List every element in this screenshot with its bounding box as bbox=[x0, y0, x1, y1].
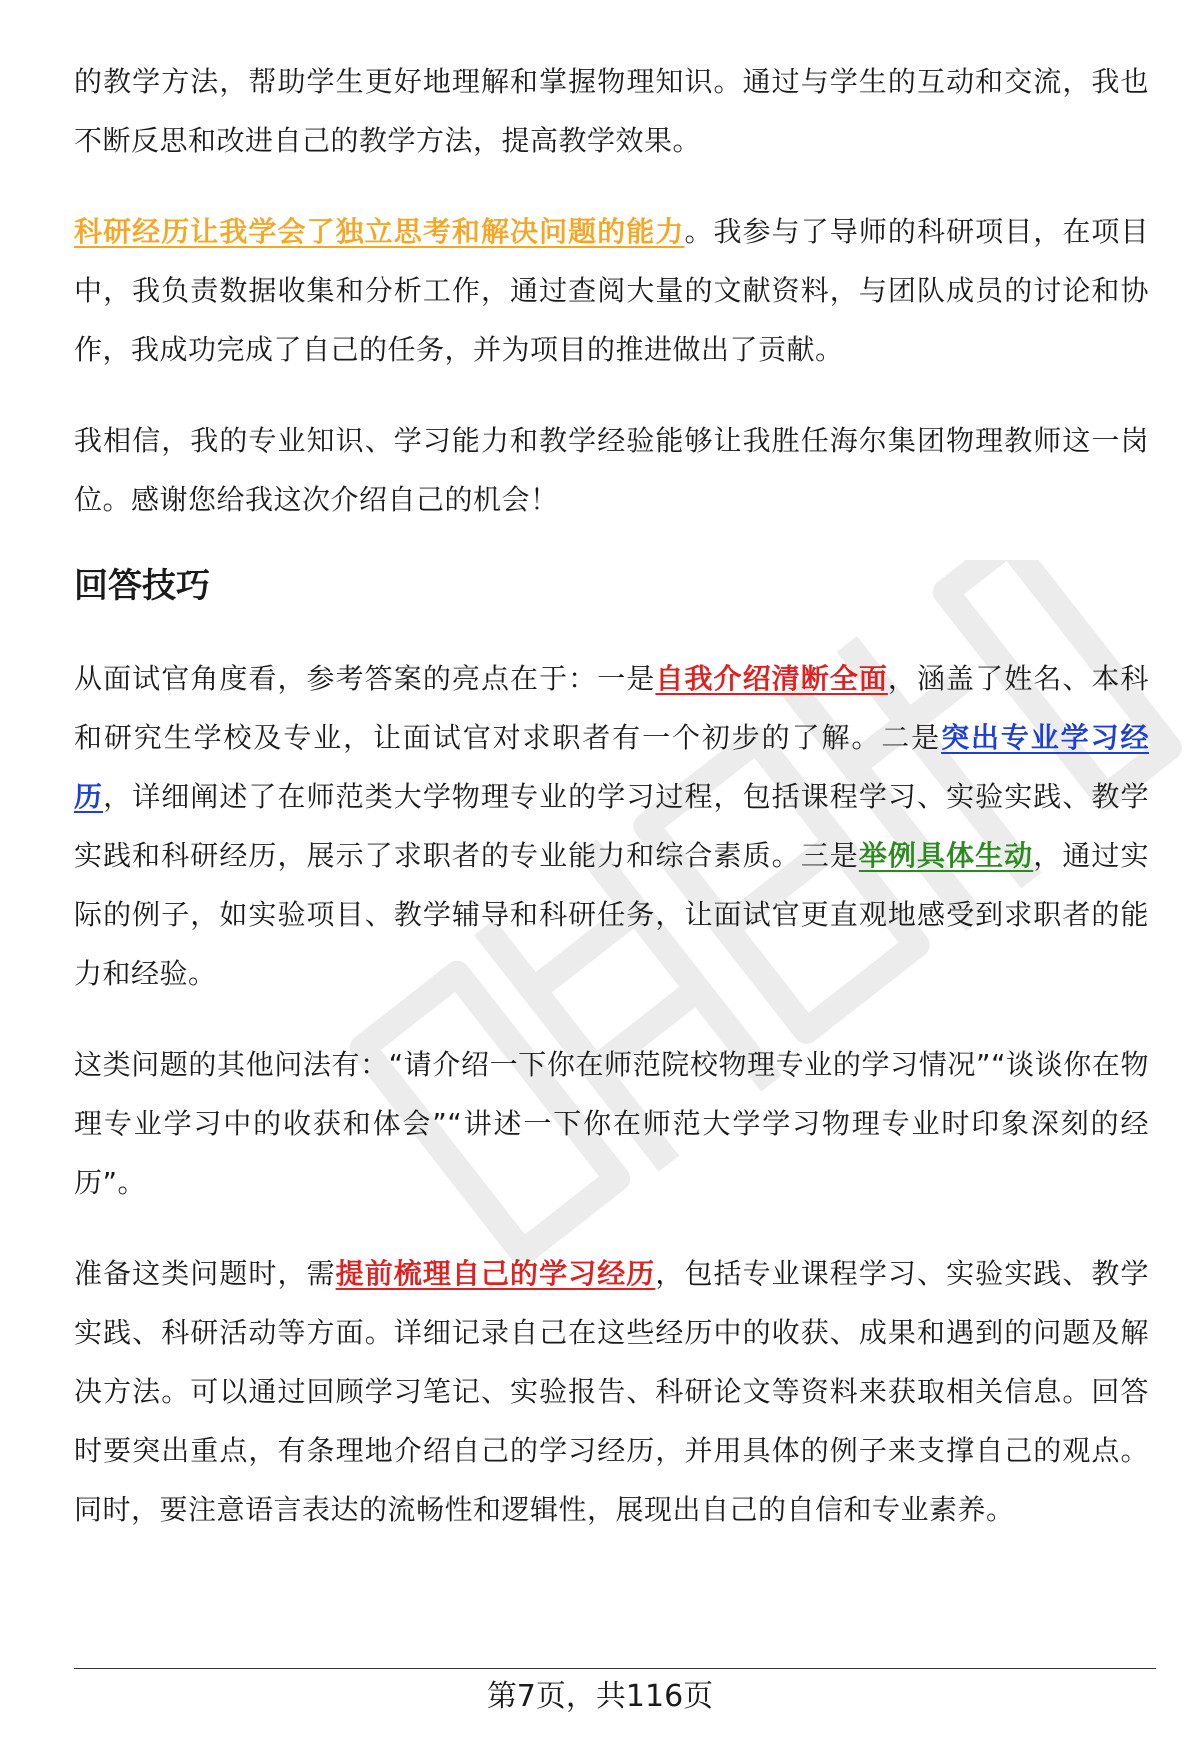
text-segment: ，包括专业课程学习、实验实践、教学实践、科研活动等方面。详细记录自己在这些经历中的收获、成果和遇到的问题及解决方法。可以通过回顾学习笔记、实验报告、科研论文等资料来获取相关信息。回答时要突出重点，有条理地介绍自己的学习经历，并用具体的例子来支撑自己的观点。同时，要注意语言表达的流畅性和逻辑性，展现出自己的自信和专业素养。 bbox=[74, 1257, 1149, 1526]
text-segment: ，通过实际的例子，如实验项目、教学辅导和科研任务，让面试官更直观地感受到求职者的能力和经验。 bbox=[74, 839, 1149, 990]
text-segment: ，涵盖了姓名、本科和研究生学校及专业，让面试官对求职者有一个初步的了解。二是 bbox=[74, 662, 1149, 754]
paragraph-answer-highlights bbox=[74, 649, 1149, 1003]
highlight-self-intro: 自我介绍清断全面 bbox=[655, 662, 888, 695]
highlight-examples: 举例具体生动 bbox=[858, 839, 1034, 872]
text-segment: 准备这类问题时，需 bbox=[74, 1257, 336, 1290]
section-title: 回答技巧 bbox=[74, 566, 210, 606]
highlight-study-experience: 突出专业学习经历 bbox=[74, 721, 1149, 813]
text-segment: ，详细阐述了在师范类大学物理专业的学习过程，包括课程学习、实验实践、教学实践和科研经历，展示了求职者的专业能力和综合素质。三是 bbox=[74, 780, 1149, 872]
text-segment: 从面试官角度看，参考答案的亮点在于：一是 bbox=[74, 662, 656, 695]
highlight-research-ability: 科研经历让我学会了独立思考和解决问题的能力 bbox=[74, 215, 685, 248]
paragraph-other-questions: 这类问题的其他问法有：“请介绍一下你在师范院校物理专业的学习情况”“谈谈你在物理专业学习中的收获和体会”“讲述一下你在师范大学学习物理专业时印象深刻的经历”。 bbox=[74, 1048, 1149, 1199]
footer-divider bbox=[74, 1668, 1156, 1669]
paragraph-research-rest: 。我参与了导师的科研项目，在项目中，我负责数据收集和分析工作，通过查阅大量的文献资料，与团队成员的讨论和协作，我成功完成了自己的任务，并为项目的推进做出了贡献。 bbox=[74, 215, 1149, 366]
paragraph-teaching-method: 的教学方法，帮助学生更好地理解和掌握物理知识。通过与学生的互动和交流，我也不断反思和改进自己的教学方法，提高教学效果。 bbox=[74, 65, 1149, 157]
paragraph-preparation bbox=[74, 1244, 1149, 1539]
page-number: 第7页，共116页 bbox=[486, 1679, 714, 1714]
paragraph-research-experience bbox=[74, 202, 1149, 379]
highlight-sort-experience: 提前梳理自己的学习经历 bbox=[335, 1257, 656, 1290]
paragraph-closing: 我相信，我的专业知识、学习能力和教学经验能够让我胜任海尔集团物理教师这一岗位。感谢您给我这次介绍自己的机会！ bbox=[74, 424, 1149, 516]
document-body bbox=[74, 52, 1149, 1571]
